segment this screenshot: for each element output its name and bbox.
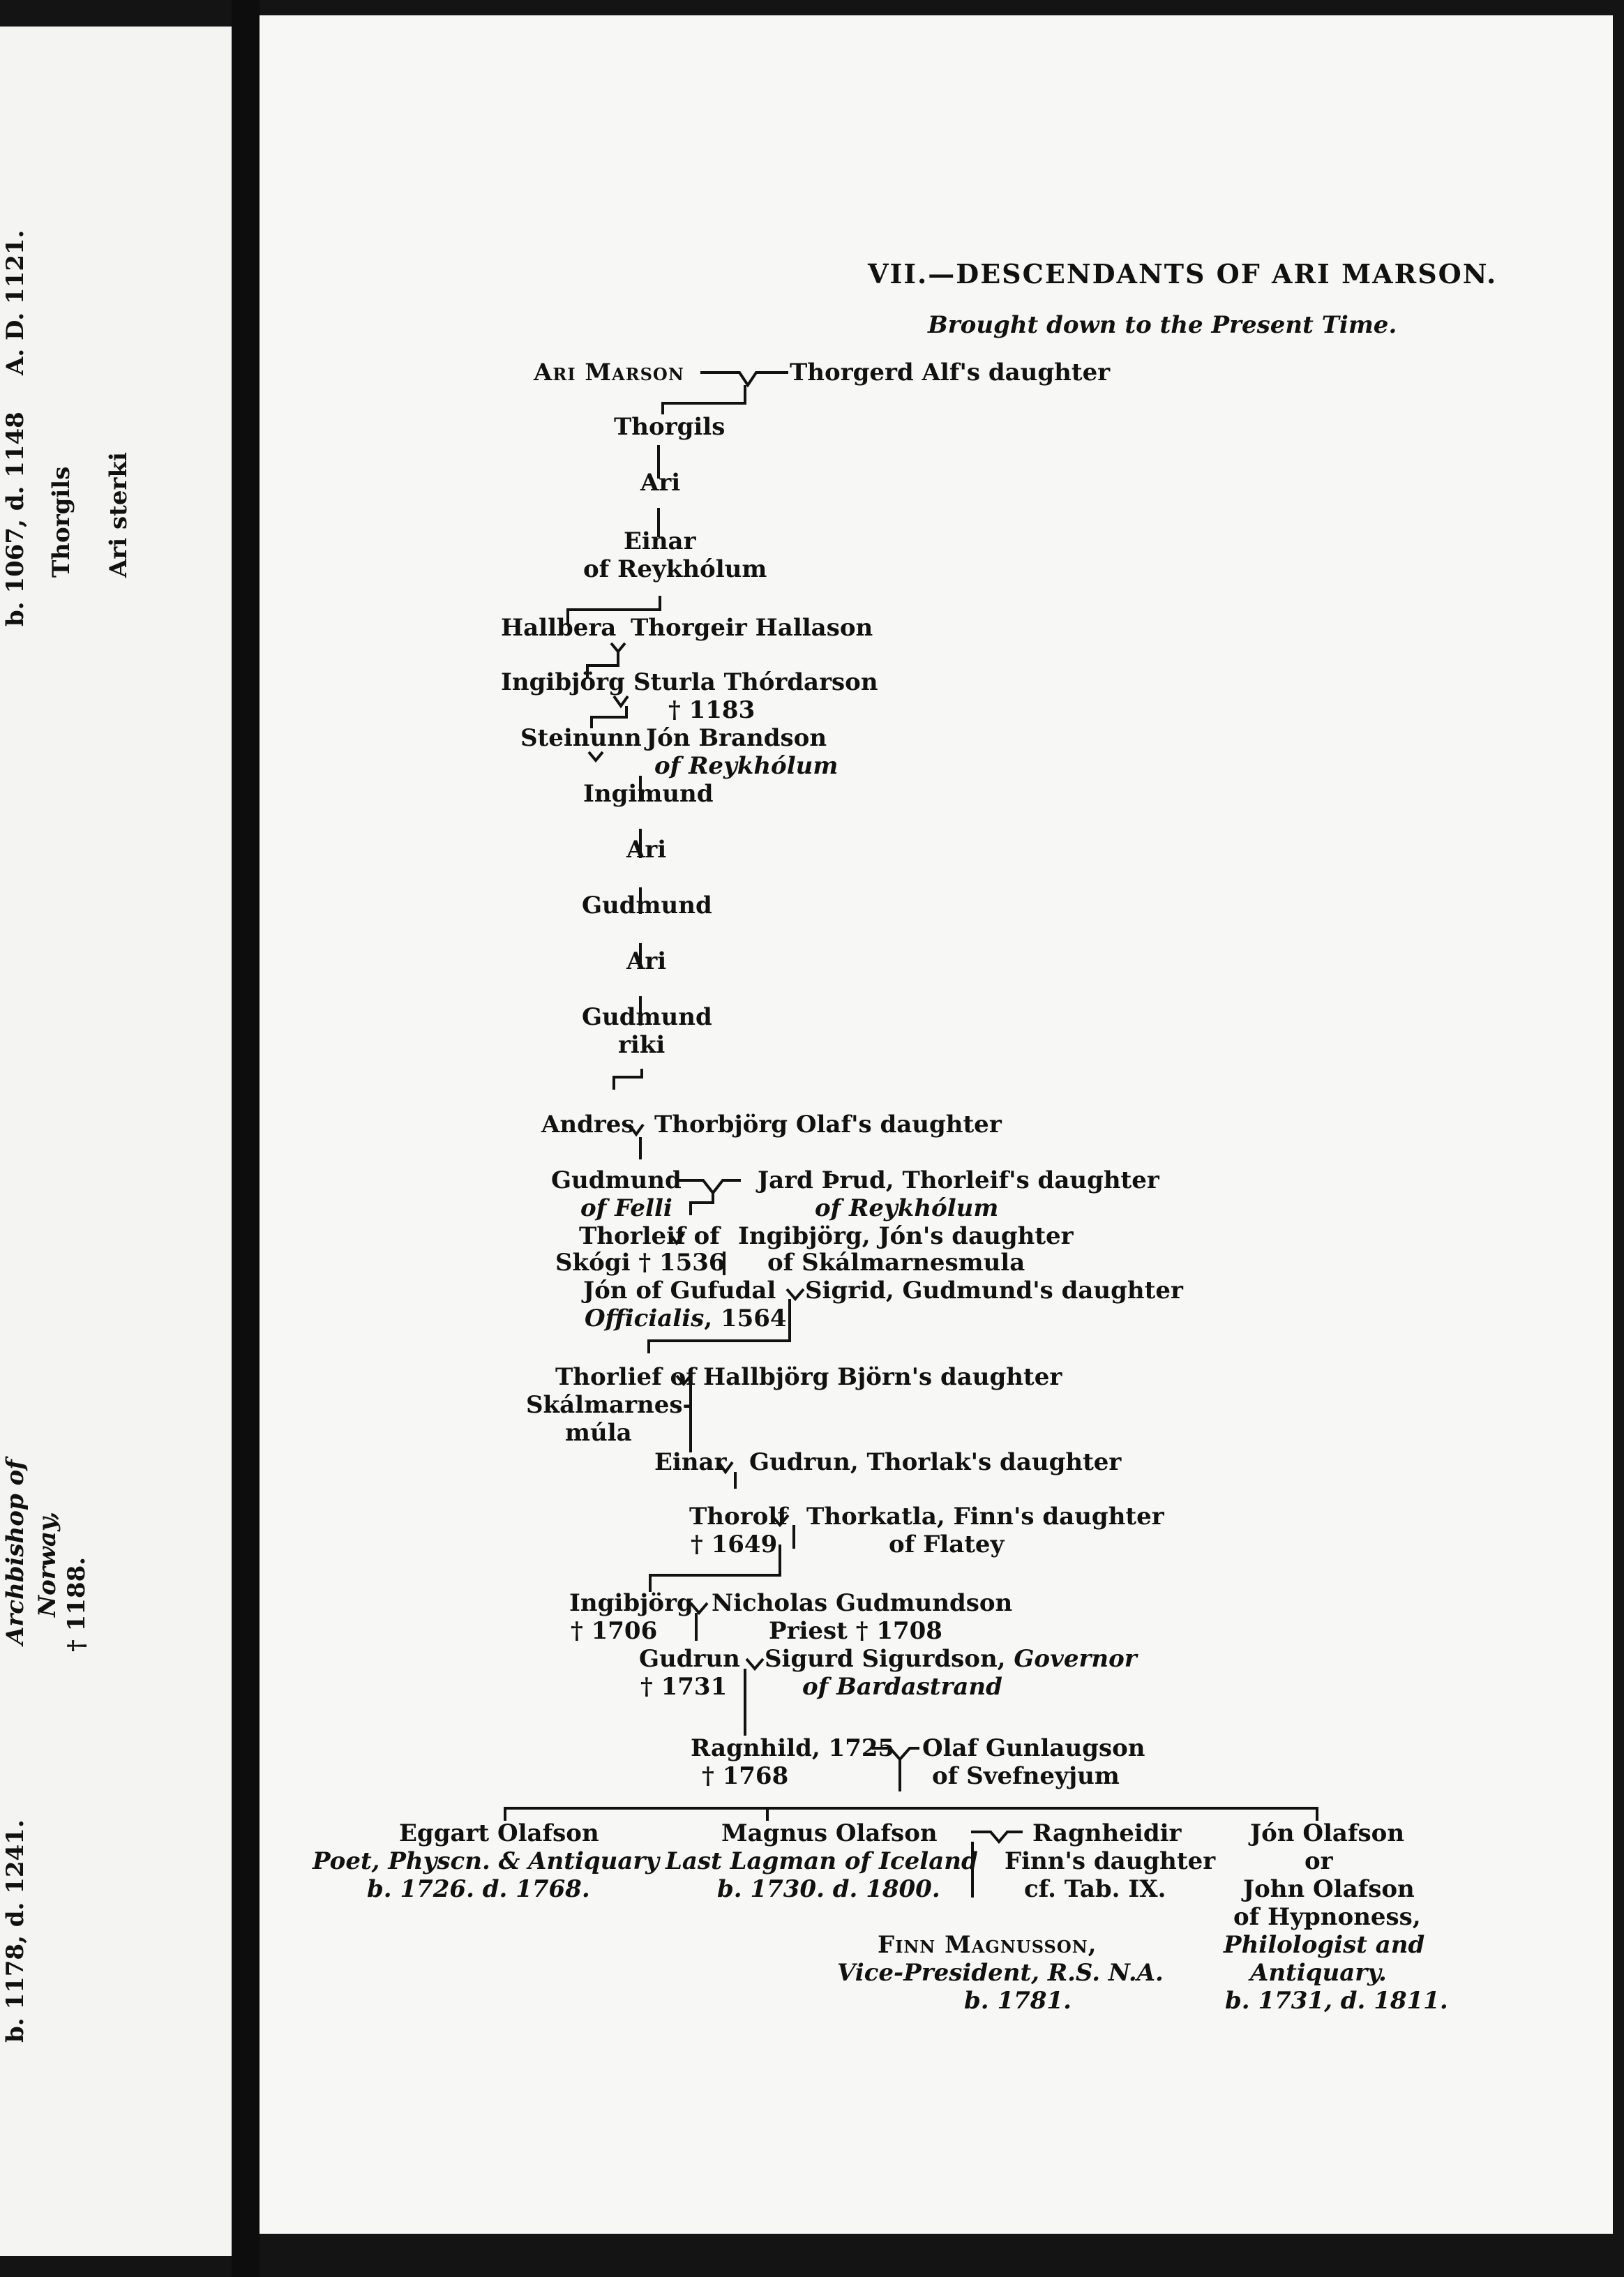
left-page-thorgils: Thorgils bbox=[47, 466, 75, 578]
spouse-ingibjorg-2: Ingibjörg, Jón's daughter bbox=[738, 1222, 1074, 1250]
person-steinunn: Steinunn bbox=[520, 724, 642, 752]
finn-role: Vice-President, R.S. N.A. bbox=[837, 1959, 1164, 1987]
magnus-role: Last Lagman of Iceland bbox=[666, 1847, 978, 1875]
sigurd-place: of Bardastrand bbox=[802, 1673, 1002, 1701]
spouse-sigrid: Sigrid, Gudmund's daughter bbox=[805, 1277, 1183, 1305]
gudrun-2-death: † 1731 bbox=[640, 1673, 728, 1701]
jon-antiquary: Antiquary. bbox=[1250, 1959, 1387, 1987]
person-ingimund: Ingimund bbox=[583, 780, 714, 808]
jon-officialis bbox=[585, 1305, 787, 1332]
person-einar: Einar bbox=[624, 527, 696, 555]
person-ari-3: Ari bbox=[626, 947, 667, 975]
spouse-jon-brandson: Jón Brandson bbox=[646, 724, 827, 752]
officialis-title: Officialis bbox=[585, 1305, 705, 1332]
person-ari-marson: Ari Marson bbox=[534, 359, 684, 386]
left-page-norway: Norway, bbox=[33, 1511, 61, 1617]
eggart-dates: b. 1726. d. 1768. bbox=[367, 1875, 590, 1903]
person-gudmund-1: Gudmund bbox=[582, 892, 712, 919]
person-thorleif-1: Thorleif of bbox=[579, 1222, 720, 1250]
person-hallbera: Hallbera bbox=[501, 614, 617, 642]
sigurd-name: Sigurd Sigurdson, bbox=[765, 1645, 1006, 1673]
left-page-death-1188: † 1188. bbox=[63, 1556, 91, 1652]
person-ari-1: Ari bbox=[640, 469, 681, 497]
spouse-ragnheidir: Ragnheidir bbox=[1032, 1819, 1182, 1847]
thorkatla-place: of Flatey bbox=[889, 1531, 1005, 1558]
jon-brandson-place: of Reykhólum bbox=[654, 752, 839, 780]
spouse-thorbjorg: Thorbjörg Olaf's daughter bbox=[654, 1111, 1002, 1138]
person-thorgils: Thorgils bbox=[614, 413, 725, 441]
nicholas-role: Priest † 1708 bbox=[769, 1617, 942, 1645]
jon-hypnoness: of Hypnoness, bbox=[1233, 1903, 1421, 1931]
person-ingibjorg-1: Ingibjörg bbox=[501, 668, 625, 696]
person-andres: Andres bbox=[541, 1111, 635, 1138]
olaf-place: of Svefneyjum bbox=[932, 1762, 1120, 1790]
thorlief-mula: múla bbox=[565, 1419, 632, 1447]
magnus-dates: b. 1730. d. 1800. bbox=[717, 1875, 940, 1903]
person-magnus: Magnus Olafson bbox=[721, 1819, 938, 1847]
person-einar-place: of Reykhólum bbox=[583, 555, 767, 583]
right-page bbox=[260, 15, 1613, 2234]
jon-philologist: Philologist and bbox=[1224, 1931, 1425, 1959]
thorleif-skogi: Skógi † 1536 bbox=[555, 1249, 725, 1277]
eggart-role: Poet, Physcn. & Antiquary bbox=[313, 1847, 660, 1875]
ingibjorg-2-place: of Skálmarnesmula bbox=[767, 1249, 1025, 1277]
finn-birth: b. 1781. bbox=[964, 1987, 1072, 2015]
ragnheidir-line-3: cf. Tab. IX. bbox=[1024, 1875, 1166, 1903]
person-thorolf: Thorolf bbox=[689, 1503, 788, 1531]
spouse-olaf: Olaf Gunlaugson bbox=[922, 1734, 1145, 1762]
jon-dates: b. 1731, d. 1811. bbox=[1225, 1987, 1448, 2015]
person-finn-magnusson: Finn Magnusson, bbox=[878, 1931, 1097, 1959]
spouse-hallbjorg: Hallbjörg Björn's daughter bbox=[703, 1363, 1062, 1391]
person-gudrun-2: Gudrun bbox=[639, 1645, 740, 1673]
jon-or: or bbox=[1305, 1847, 1333, 1875]
person-jon-gufudal: Jón of Gufudal bbox=[583, 1277, 776, 1305]
spouse-jard: Jard Þrud, Thorleif's daughter bbox=[758, 1166, 1159, 1194]
thorolf-death: † 1649 bbox=[691, 1531, 778, 1558]
person-einar-2: Einar bbox=[654, 1448, 727, 1476]
jard-place: of Reykhólum bbox=[815, 1194, 999, 1222]
person-gudmund-2: Gudmund bbox=[582, 1003, 712, 1031]
left-page-years-top: b. 1067, d. 1148 bbox=[1, 412, 29, 626]
person-eggart: Eggart Olafson bbox=[399, 1819, 599, 1847]
gudmund-riki: riki bbox=[618, 1031, 666, 1059]
spouse-sturla: Sturla Thórdarson bbox=[633, 668, 878, 696]
person-gudmund-3: Gudmund bbox=[551, 1166, 682, 1194]
page-title: VII.—DESCENDANTS OF ARI MARSON. bbox=[868, 258, 1498, 290]
person-ari-2: Ari bbox=[626, 836, 667, 864]
person-ragnhild: Ragnhild, 1725 bbox=[691, 1734, 895, 1762]
sigurd-role: Governor bbox=[1014, 1645, 1137, 1673]
left-page-archbishop: Archbishop of bbox=[1, 1459, 29, 1645]
thorlief-skalmarnes: Skálmarnes- bbox=[526, 1391, 693, 1419]
person-thorlief: Thorlief of bbox=[555, 1363, 696, 1391]
spouse-sigurd bbox=[765, 1645, 1137, 1673]
spouse-thorgerd: Thorgerd Alf's daughter bbox=[790, 359, 1111, 386]
ragnhild-death: † 1768 bbox=[702, 1762, 789, 1790]
spouse-gudrun-1: Gudrun, Thorlak's daughter bbox=[749, 1448, 1122, 1476]
left-page-years-bottom: b. 1178, d. 1241. bbox=[1, 1819, 29, 2043]
left-page-ari-sterki: Ari sterki bbox=[105, 452, 133, 578]
john-olafson: John Olafson bbox=[1243, 1875, 1415, 1903]
left-page bbox=[0, 27, 232, 2256]
book-gutter bbox=[232, 0, 260, 2277]
gudmund-of-felli: of Felli bbox=[580, 1194, 672, 1222]
spouse-nicholas: Nicholas Gudmundson bbox=[712, 1589, 1013, 1617]
sturla-death: † 1183 bbox=[668, 696, 755, 724]
officialis-year: , 1564 bbox=[704, 1305, 787, 1332]
ragnheidir-line-2: Finn's daughter bbox=[1005, 1847, 1216, 1875]
person-jon-olafson: Jón Olafson bbox=[1250, 1819, 1405, 1847]
ingibjorg-3-death: † 1706 bbox=[571, 1617, 658, 1645]
spouse-thorgeir: Thorgeir Hallason bbox=[631, 614, 873, 642]
page-subtitle: Brought down to the Present Time. bbox=[928, 311, 1397, 339]
left-page-ad-date: A. D. 1121. bbox=[1, 230, 29, 375]
person-ingibjorg-3: Ingibjörg bbox=[569, 1589, 693, 1617]
spouse-thorkatla: Thorkatla, Finn's daughter bbox=[806, 1503, 1164, 1531]
